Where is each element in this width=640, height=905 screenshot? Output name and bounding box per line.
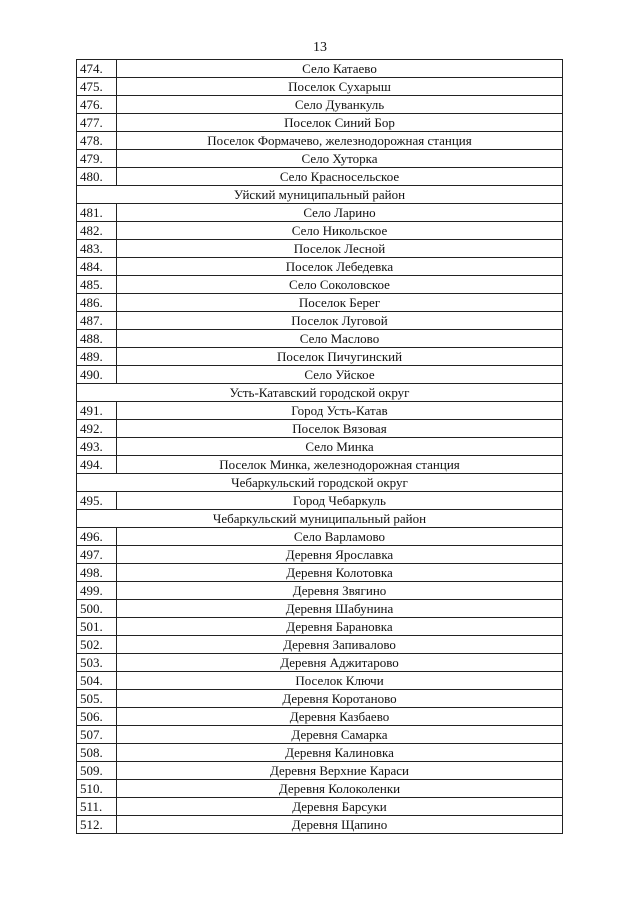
settlement-name: Деревня Звягино — [117, 582, 563, 600]
settlement-name: Село Катаево — [117, 60, 563, 78]
table-row — [77, 744, 563, 762]
table-row — [77, 312, 563, 330]
row-number: 506. — [77, 708, 117, 726]
table-row — [77, 60, 563, 78]
table-row — [77, 438, 563, 456]
row-number: 492. — [77, 420, 117, 438]
section-header-row — [77, 510, 563, 528]
row-number: 500. — [77, 600, 117, 618]
settlement-name: Поселок Лесной — [117, 240, 563, 258]
row-number: 490. — [77, 366, 117, 384]
table-row — [77, 816, 563, 834]
table-row — [77, 132, 563, 150]
table-row — [77, 240, 563, 258]
row-number: 501. — [77, 618, 117, 636]
row-number: 478. — [77, 132, 117, 150]
settlement-name: Поселок Формачево, железнодорожная станция — [117, 132, 563, 150]
row-number: 482. — [77, 222, 117, 240]
row-number: 485. — [77, 276, 117, 294]
table-row — [77, 672, 563, 690]
settlement-name: Село Ларино — [117, 204, 563, 222]
table-row — [77, 366, 563, 384]
row-number: 479. — [77, 150, 117, 168]
row-number: 504. — [77, 672, 117, 690]
settlement-name: Село Никольское — [117, 222, 563, 240]
settlement-name: Город Чебаркуль — [117, 492, 563, 510]
table-row — [77, 222, 563, 240]
settlement-name: Деревня Аджитарово — [117, 654, 563, 672]
settlement-name: Поселок Синий Бор — [117, 114, 563, 132]
table-row — [77, 330, 563, 348]
row-number: 499. — [77, 582, 117, 600]
row-number: 480. — [77, 168, 117, 186]
row-number: 494. — [77, 456, 117, 474]
table-row — [77, 276, 563, 294]
table-row — [77, 600, 563, 618]
table-row — [77, 582, 563, 600]
settlement-name: Поселок Луговой — [117, 312, 563, 330]
settlement-name: Поселок Минка, железнодорожная станция — [117, 456, 563, 474]
row-number: 503. — [77, 654, 117, 672]
row-number: 481. — [77, 204, 117, 222]
settlements-table — [76, 59, 563, 834]
table-row — [77, 546, 563, 564]
table-row — [77, 780, 563, 798]
table-row — [77, 456, 563, 474]
row-number: 488. — [77, 330, 117, 348]
table-row — [77, 798, 563, 816]
table-row — [77, 690, 563, 708]
row-number: 498. — [77, 564, 117, 582]
settlement-name: Поселок Вязовая — [117, 420, 563, 438]
table-row — [77, 168, 563, 186]
settlement-name: Деревня Казбаево — [117, 708, 563, 726]
section-header-row — [77, 474, 563, 492]
table-row — [77, 654, 563, 672]
settlement-name: Село Маслово — [117, 330, 563, 348]
table-row — [77, 348, 563, 366]
settlement-name: Село Уйское — [117, 366, 563, 384]
table-row — [77, 708, 563, 726]
settlement-name: Город Усть-Катав — [117, 402, 563, 420]
table-row — [77, 726, 563, 744]
settlement-name: Деревня Барановка — [117, 618, 563, 636]
settlement-name: Деревня Барсуки — [117, 798, 563, 816]
settlement-name: Поселок Берег — [117, 294, 563, 312]
section-header: Уйский муниципальный район — [77, 186, 563, 204]
page-number: 13 — [313, 40, 327, 55]
row-number: 493. — [77, 438, 117, 456]
table-row — [77, 78, 563, 96]
table-row — [77, 528, 563, 546]
table-row — [77, 96, 563, 114]
row-number: 510. — [77, 780, 117, 798]
row-number: 489. — [77, 348, 117, 366]
settlement-name: Село Хуторка — [117, 150, 563, 168]
section-header: Усть-Катавский городской округ — [77, 384, 563, 402]
row-number: 487. — [77, 312, 117, 330]
row-number: 496. — [77, 528, 117, 546]
table-row — [77, 294, 563, 312]
settlement-name: Село Минка — [117, 438, 563, 456]
settlement-name: Село Соколовское — [117, 276, 563, 294]
row-number: 507. — [77, 726, 117, 744]
settlement-name: Деревня Верхние Караси — [117, 762, 563, 780]
settlement-name: Поселок Сухарыш — [117, 78, 563, 96]
row-number: 505. — [77, 690, 117, 708]
table-row — [77, 618, 563, 636]
row-number: 486. — [77, 294, 117, 312]
row-number: 475. — [77, 78, 117, 96]
row-number: 476. — [77, 96, 117, 114]
settlements-table-body — [77, 60, 563, 834]
row-number: 502. — [77, 636, 117, 654]
settlement-name: Поселок Лебедевка — [117, 258, 563, 276]
section-header: Чебаркульский муниципальный район — [77, 510, 563, 528]
table-row — [77, 204, 563, 222]
settlement-name: Деревня Шабунина — [117, 600, 563, 618]
row-number: 511. — [77, 798, 117, 816]
row-number: 508. — [77, 744, 117, 762]
row-number: 497. — [77, 546, 117, 564]
settlement-name: Деревня Колоколенки — [117, 780, 563, 798]
settlement-name: Село Красносельское — [117, 168, 563, 186]
table-row — [77, 114, 563, 132]
settlement-name: Поселок Пичугинский — [117, 348, 563, 366]
settlement-name: Деревня Запивалово — [117, 636, 563, 654]
row-number: 495. — [77, 492, 117, 510]
row-number: 491. — [77, 402, 117, 420]
settlement-name: Поселок Ключи — [117, 672, 563, 690]
section-header-row — [77, 186, 563, 204]
row-number: 474. — [77, 60, 117, 78]
table-row — [77, 150, 563, 168]
row-number: 483. — [77, 240, 117, 258]
settlement-name: Деревня Коротаново — [117, 690, 563, 708]
settlement-name: Деревня Ярославка — [117, 546, 563, 564]
settlement-name: Деревня Самарка — [117, 726, 563, 744]
row-number: 512. — [77, 816, 117, 834]
table-row — [77, 636, 563, 654]
row-number: 477. — [77, 114, 117, 132]
settlement-name: Деревня Щапино — [117, 816, 563, 834]
section-header: Чебаркульский городской округ — [77, 474, 563, 492]
table-row — [77, 762, 563, 780]
table-row — [77, 420, 563, 438]
row-number: 484. — [77, 258, 117, 276]
settlement-name: Деревня Колотовка — [117, 564, 563, 582]
settlement-name: Село Варламово — [117, 528, 563, 546]
table-row — [77, 564, 563, 582]
table-row — [77, 258, 563, 276]
settlement-name: Деревня Калиновка — [117, 744, 563, 762]
table-row — [77, 402, 563, 420]
settlement-name: Село Дуванкуль — [117, 96, 563, 114]
section-header-row — [77, 384, 563, 402]
row-number: 509. — [77, 762, 117, 780]
table-row — [77, 492, 563, 510]
